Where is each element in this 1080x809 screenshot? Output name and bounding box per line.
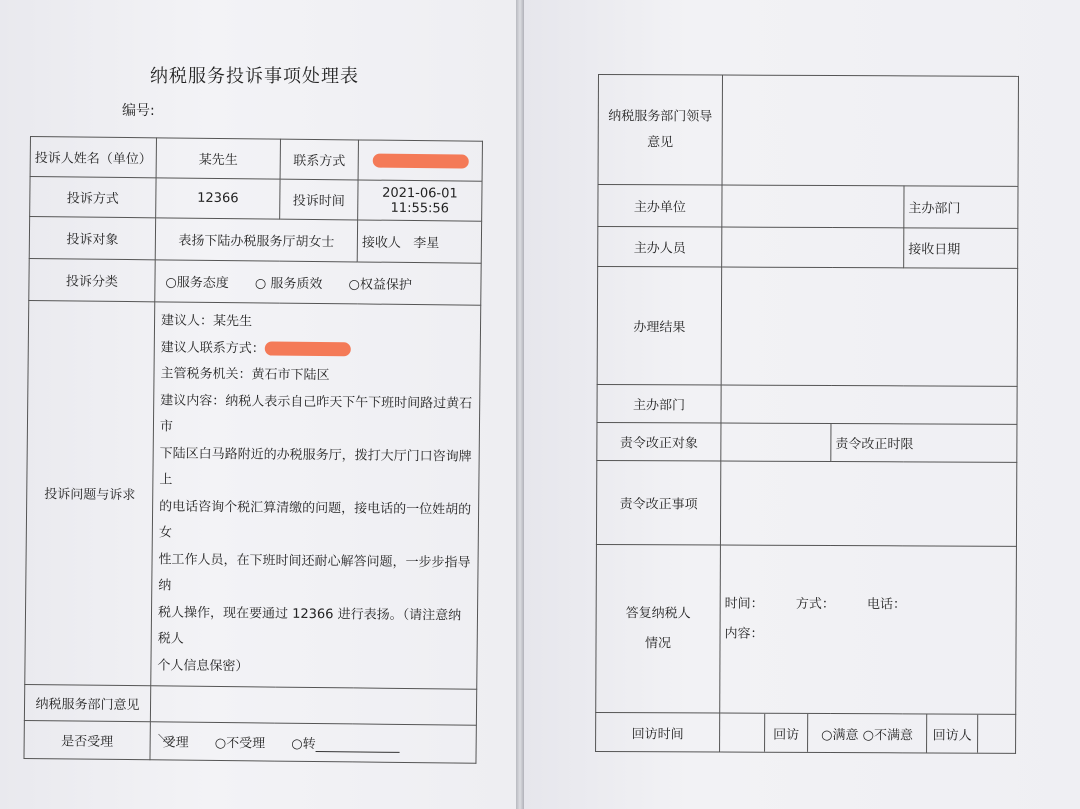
visit-satisfaction	[808, 714, 927, 753]
host-person-field[interactable]	[722, 227, 904, 268]
form-title: 纳税服务投诉事项处理表	[150, 66, 359, 87]
category-options	[155, 260, 481, 305]
content-line-2: 下陆区白马路附近的办税服务厅，拨打大厅门口咨询牌上	[159, 445, 472, 488]
reply-phone-label: 电话：	[866, 597, 907, 613]
processing-form-table	[595, 74, 1019, 754]
transfer-label: ○转	[291, 736, 316, 753]
content-line-4: 性工作人员，在下班时间还耐心解答问题，一步步指导纳	[158, 551, 471, 594]
time-label: 投诉时间	[280, 179, 358, 220]
method-value: 12366	[156, 178, 280, 219]
reply-method-label: 方式：	[795, 596, 835, 613]
rectify-items-label: 责令改正事项	[596, 460, 720, 545]
suggester-contact-label: 建议人联系方式：	[160, 339, 265, 356]
content-line-5: 税人操作，现在要通过 12366 进行表扬。（请注意纳税人	[157, 604, 462, 647]
category-option-attitude[interactable]: ○服务态度	[165, 275, 229, 292]
content-line-1: 建议内容：纳税人表示自己昨天下午下班时间路过黄石市	[159, 392, 473, 435]
result-field[interactable]	[721, 267, 1018, 386]
content-line-6: 个人信息保密）	[157, 657, 249, 674]
suggester-line: 建议人：某先生	[160, 313, 253, 330]
reply-meta-line	[725, 590, 1012, 621]
transfer-blank	[316, 739, 400, 753]
reply-content-label: 内容：	[724, 626, 764, 642]
contact-redacted	[358, 140, 482, 181]
visit-row	[720, 713, 1016, 753]
rectify-deadline-label: 责令改正时限	[831, 424, 1017, 463]
reply-label-line-1: 答复纳税人	[625, 605, 691, 621]
visit-time-field[interactable]	[720, 714, 765, 752]
number-label: 编号:	[122, 103, 155, 119]
suggester-contact-line	[161, 335, 476, 365]
accept-options	[150, 722, 476, 763]
accept-option-transfer[interactable]	[291, 733, 400, 753]
tax-authority-line: 主管税务机关：黄石市下陆区	[160, 366, 330, 384]
host-dept2-label: 主办部门	[597, 384, 721, 423]
visitor-field[interactable]	[978, 715, 1016, 753]
complaint-form-table	[23, 136, 482, 764]
dept-opinion-field[interactable]	[150, 686, 476, 725]
visitor-label: 回访人	[927, 714, 978, 752]
result-label: 办理结果	[597, 267, 722, 386]
reply-time-label: 时间：	[724, 596, 764, 612]
category-option-rights[interactable]: ○权益保护	[348, 277, 412, 294]
visit-label: 回访	[765, 714, 808, 752]
target-text: 表扬下陆办税服务厅胡女士	[178, 233, 335, 251]
host-person-label: 主办人员	[598, 227, 722, 268]
rectify-target-field[interactable]	[721, 423, 831, 461]
redaction-mark	[372, 153, 468, 168]
issue-label: 投诉问题与诉求	[25, 300, 155, 685]
dept-opinion-label: 纳税服务部门意见	[24, 684, 150, 721]
reply-field[interactable]	[720, 545, 1017, 714]
visit-option-satisfied[interactable]: ○满意	[821, 727, 859, 743]
accept-option-accepted[interactable]: 受理	[163, 731, 189, 750]
rectify-items-field[interactable]	[720, 461, 1016, 546]
reply-label	[596, 544, 721, 713]
category-label: 投诉分类	[29, 258, 155, 301]
host-unit-field[interactable]	[722, 185, 904, 228]
leader-opinion-field[interactable]	[722, 75, 1018, 186]
page-fold	[516, 0, 524, 809]
host-unit-label: 主办单位	[598, 185, 722, 228]
reply-label-line-2: 情况	[644, 635, 672, 651]
visit-time-label: 回访时间	[596, 712, 720, 752]
complainant-name-label: 投诉人姓名（单位）	[30, 137, 156, 178]
visit-option-unsatisfied[interactable]: ○不满意	[862, 727, 914, 743]
visit-subtable	[720, 714, 1015, 753]
receiver-label: 接收人	[361, 235, 401, 251]
redaction-mark	[265, 341, 351, 356]
receiver-cell	[357, 220, 481, 263]
receiver-value: 李星	[413, 236, 440, 252]
target-label: 投诉对象	[29, 217, 155, 260]
complainant-name-value: 某先生	[156, 138, 280, 179]
time-value: 2021-06-01 11:55:56	[358, 180, 482, 221]
rectify-target-label: 责令改正对象	[597, 422, 721, 461]
receive-date-label: 接收日期	[904, 228, 1018, 268]
leader-opinion-label: 纳税服务部门领导意见	[598, 75, 722, 186]
accept-option-rejected[interactable]: ○不受理	[214, 735, 266, 752]
host-dept2-field[interactable]	[721, 385, 1017, 424]
issue-content	[151, 302, 481, 689]
accept-label: 是否受理	[24, 720, 150, 759]
method-label: 投诉方式	[30, 177, 156, 218]
host-dept-label: 主办部门	[904, 186, 1018, 228]
contact-label: 联系方式	[280, 139, 358, 180]
content-line-3: 的电话咨询个税汇算清缴的问题，接电话的一位姓胡的女	[158, 498, 472, 541]
category-option-quality[interactable]: ○ 服务质效	[254, 276, 323, 293]
target-value	[155, 218, 357, 262]
